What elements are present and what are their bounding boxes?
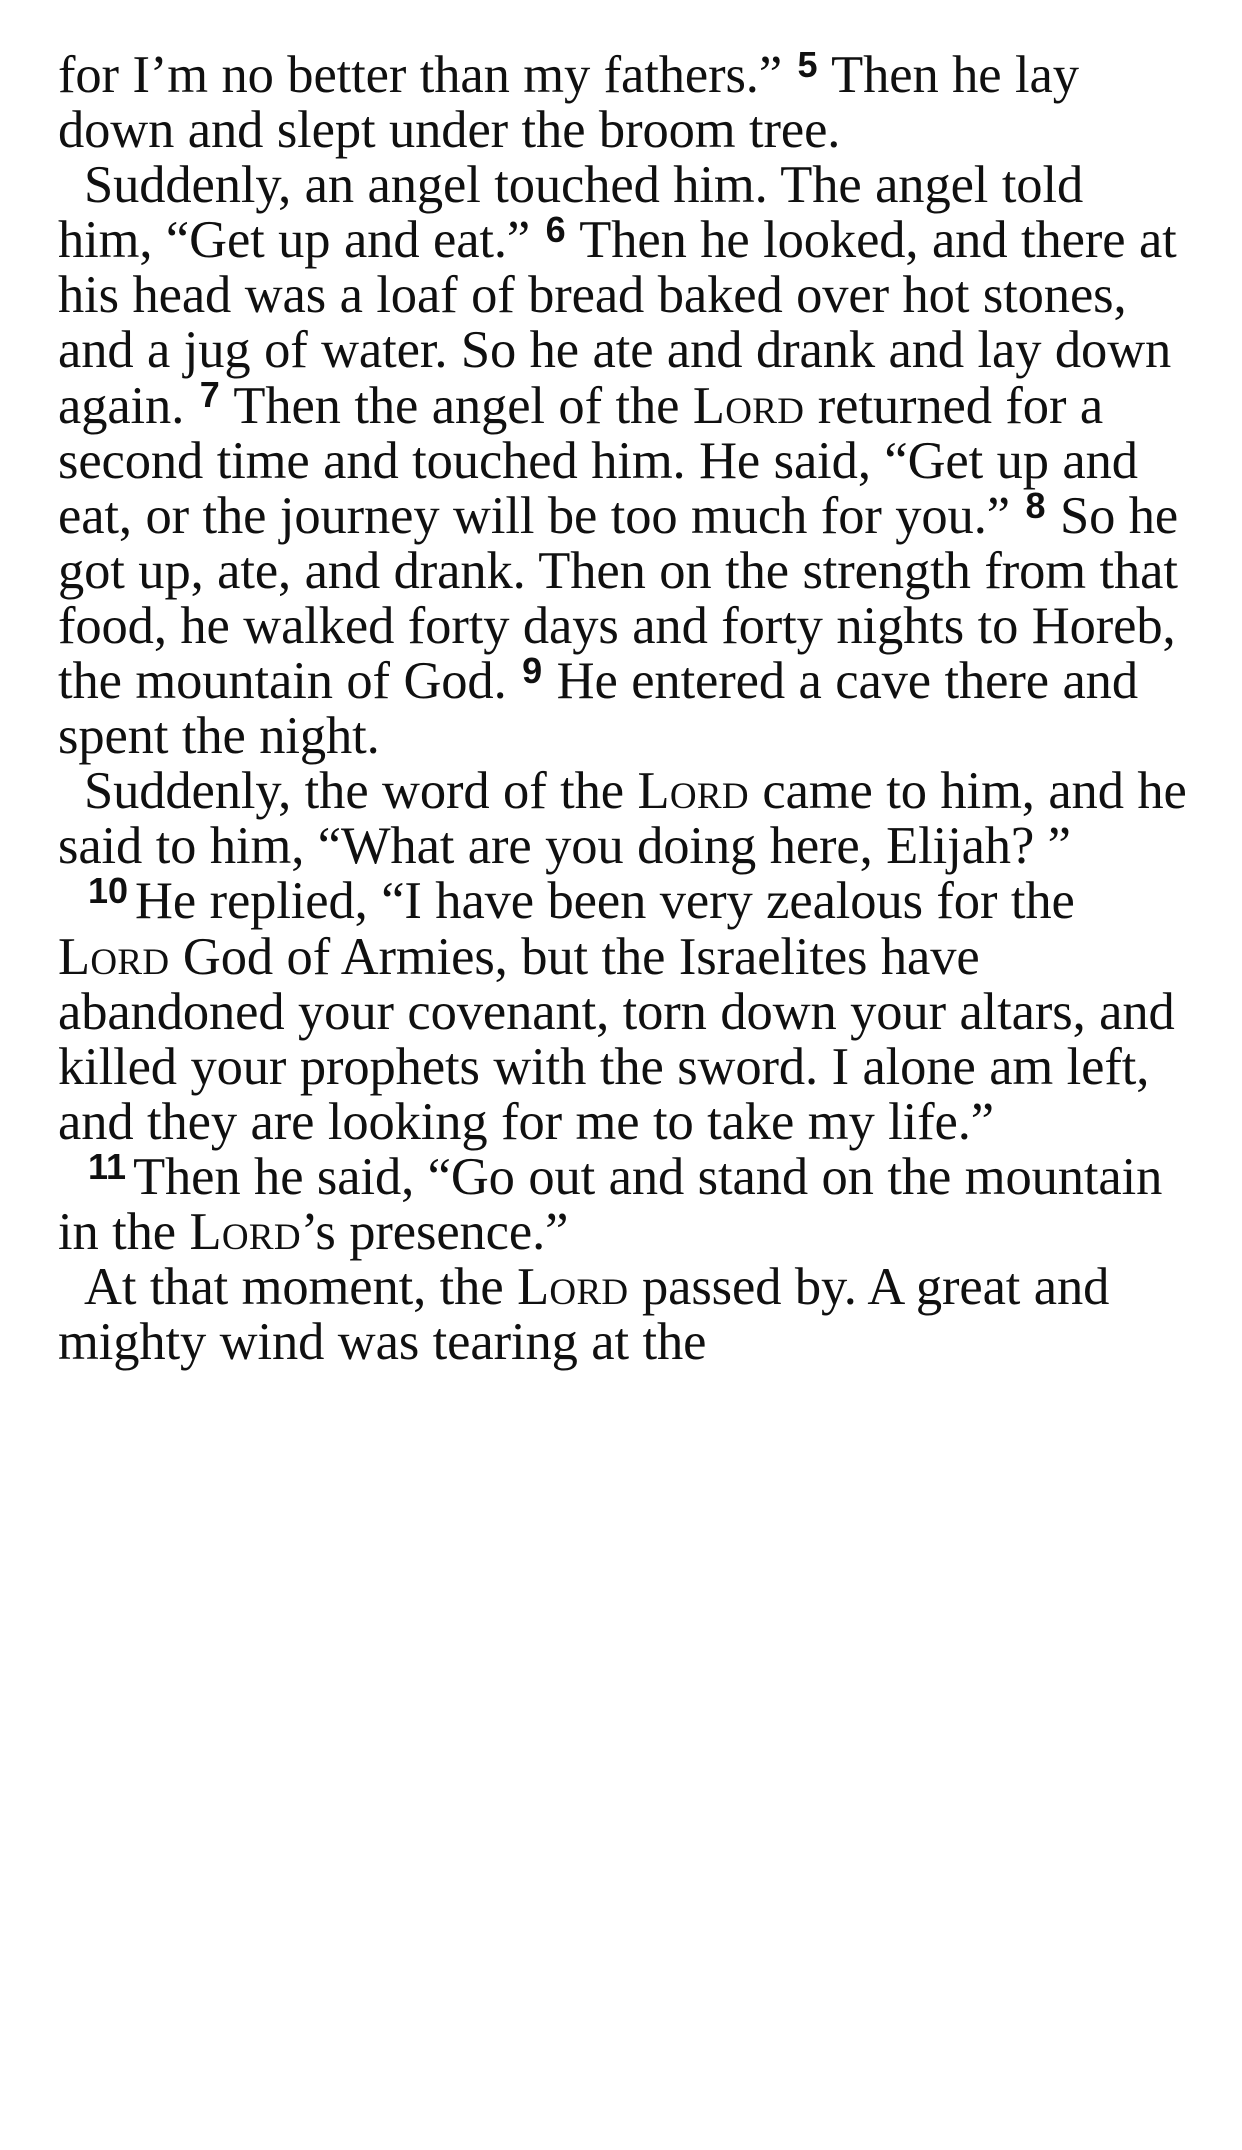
scripture-paragraph — [58, 1145, 1190, 1261]
divine-name: Lord — [637, 762, 749, 821]
scripture-text-run: So he got up, ate, and drank. Then on the strength from that food, he walked forty days and forty nights to Horeb, the mountain of God. — [58, 486, 1179, 711]
scripture-text-run: At that moment, the — [84, 1258, 518, 1317]
verse-number[interactable]: 5 — [797, 43, 818, 85]
scripture-paragraph — [58, 1260, 1190, 1370]
scripture-text-run: ’s presence.” — [300, 1202, 569, 1261]
scripture-paragraph — [58, 764, 1190, 874]
verse-number[interactable]: 11 — [88, 1145, 127, 1187]
verse-number[interactable]: 10 — [88, 870, 129, 912]
divine-name: Lord — [58, 927, 170, 986]
scripture-text-run: He entered a cave there and spent the night. — [58, 652, 1138, 766]
scripture-text-run: for I’m no better than my fathers.” — [58, 46, 796, 104]
scripture-text-run: Then he said, “Go out and stand on the mountain in the — [58, 1147, 1163, 1261]
verse-number[interactable]: 7 — [199, 374, 220, 416]
scripture-text-run: came to him, and he said to him, “What are you doing here, Elijah? ” — [58, 762, 1187, 876]
scripture-paragraph — [58, 870, 1190, 1151]
verse-number[interactable]: 9 — [522, 649, 543, 691]
scripture-text-run: God of Armies, but the Israelites have abandoned your covenant, torn down your altars, and killed your prophets with the sword. I alone am left, and they are looking for me to take my life.” — [58, 927, 1175, 1151]
scripture-text-run: returned for a second time and touched him. He said, “Get up and eat, or the journey will be too much for you.” — [58, 376, 1138, 545]
verse-number[interactable]: 8 — [1025, 484, 1046, 526]
scripture-text-run: Then he lay down and slept under the broom tree. — [58, 46, 1079, 160]
scripture-text-run: He replied, “I have been very zealous for the — [135, 872, 1075, 931]
scripture-paragraph — [58, 43, 1190, 160]
scripture-text-run: Suddenly, the word of the — [84, 762, 638, 821]
scripture-text-run: Then the angel of the — [220, 376, 693, 435]
scripture-text-run: passed by. A great and mighty wind was tearing at the — [58, 1258, 1110, 1372]
divine-name: Lord — [189, 1202, 301, 1261]
scripture-paragraph — [58, 158, 1190, 764]
divine-name: Lord — [692, 376, 805, 435]
scripture-text-run: Suddenly, an angel touched him. The angel told him, “Get up and eat.” — [58, 156, 1084, 270]
divine-name: Lord — [517, 1258, 629, 1317]
verse-number[interactable]: 6 — [545, 209, 566, 251]
scripture-text-body — [58, 43, 1190, 1372]
scripture-text-run: Then he looked, and there at his head was a loaf of bread baked over hot stones, and a jug of water. So he ate and drank and lay down again. — [58, 211, 1177, 435]
